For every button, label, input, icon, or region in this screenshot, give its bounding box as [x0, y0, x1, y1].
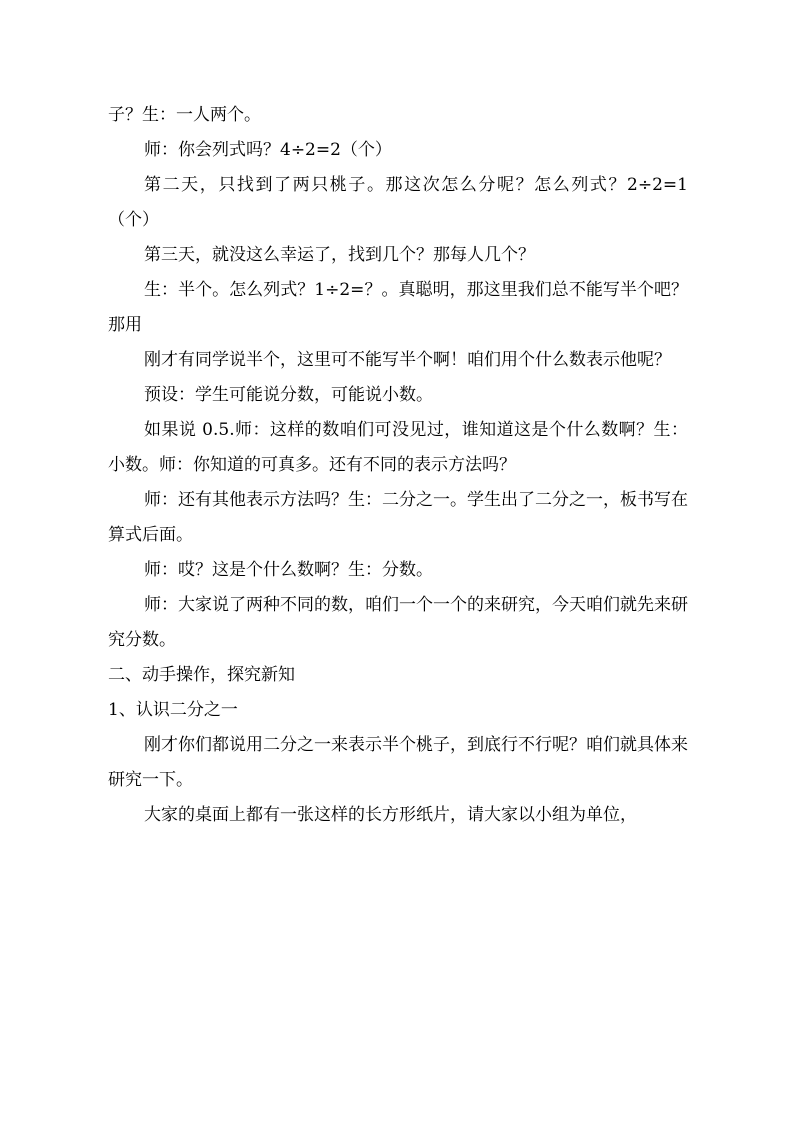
paragraph-13: 大家的桌面上都有一张这样的长方形纸片，请大家以小组为单位，	[144, 805, 637, 825]
paragraph-10: 师：哎？这是个什么数啊？生：分数。	[144, 560, 433, 580]
paragraph-1: 子？生：一人两个。	[108, 105, 261, 125]
paragraph-9: 师：还有其他表示方法吗？生：二分之一。学生出了二分之一，板书写在算式后面。	[108, 490, 688, 545]
paragraph-4: 第三天，就没这么幸运了，找到几个？那每人几个？	[144, 245, 535, 265]
paragraph-12: 刚才你们都说用二分之一来表示半个桃子，到底行不行呢？咱们就具体来研究一下。	[108, 735, 688, 790]
paragraph-8: 如果说 0.5.师：这样的数咱们可没见过，谁知道这是个什么数啊？生：小数。师：你知道的可真多。还有不同的表示方法吗？	[108, 420, 688, 475]
subsection-heading: 1、认识二分之一	[108, 700, 238, 720]
document-body	[108, 98, 688, 833]
paragraph-5: 生：半个。怎么列式？1÷2=？。真聪明，那这里我们总不能写半个吧？那用	[108, 280, 688, 335]
paragraph-3: 第二天，只找到了两只桃子。那这次怎么分呢？怎么列式？2÷2=1（个）	[108, 175, 688, 230]
paragraph-11: 师：大家说了两种不同的数，咱们一个一个的来研究，今天咱们就先来研究分数。	[108, 595, 688, 650]
paragraph-7: 预设：学生可能说分数，可能说小数。	[144, 385, 433, 405]
paragraph-6: 刚才有同学说半个，这里可不能写半个啊！咱们用个什么数表示他呢？	[144, 350, 671, 370]
section-heading: 二、动手操作，探究新知	[108, 665, 295, 685]
paragraph-2: 师：你会列式吗？4÷2=2（个）	[144, 140, 392, 160]
